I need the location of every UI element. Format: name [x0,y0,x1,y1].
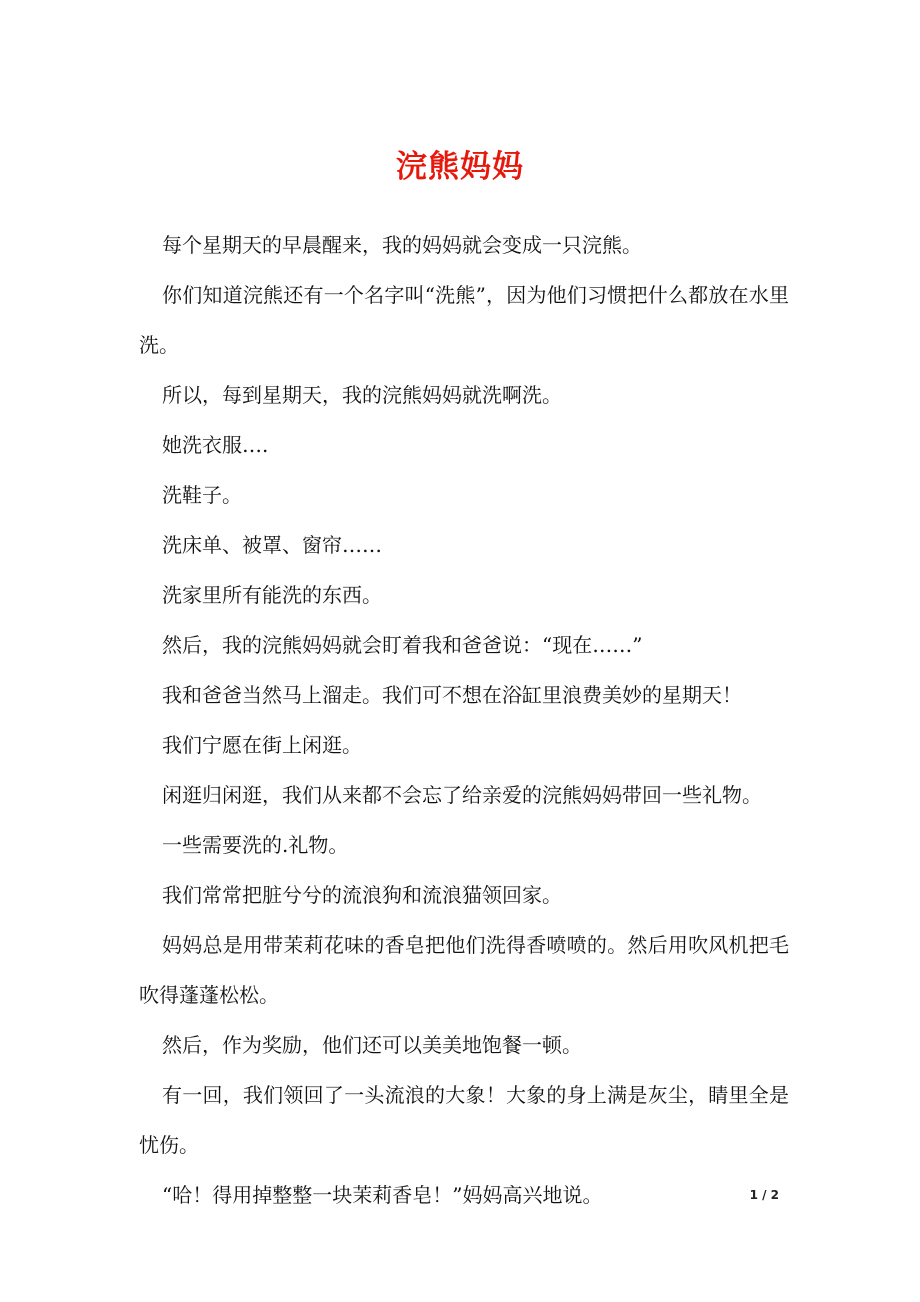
paragraph: 妈妈总是用带茉莉花味的香皂把他们洗得香喷喷的。然后用吹风机把毛吹得蓬蓬松松。 [139,933,789,1007]
page-number: 1 / 2 [749,1188,779,1202]
paragraph: 我们常常把脏兮兮的流浪狗和流浪猫领回家。 [162,883,562,907]
paragraph: “哈！得用掉整整一块茉莉香皂！”妈妈高兴地说。 [162,1183,603,1207]
paragraph: 闲逛归闲逛，我们从来都不会忘了给亲爱的浣熊妈妈带回一些礼物。 [162,783,762,807]
paragraph: 有一回，我们领回了一头流浪的大象！大象的身上满是灰尘，睛里全是忧伤。 [139,1083,789,1157]
paragraph: 我和爸爸当然马上溜走。我们可不想在浴缸里浪费美妙的星期天！ [162,683,742,707]
paragraph: 我们宁愿在街上闲逛。 [162,733,362,757]
paragraph: 洗床单、被罩、窗帘…… [162,533,382,557]
paragraph: 每个星期天的早晨醒来，我的妈妈就会变成一只浣熊。 [162,233,642,257]
paragraph: 所以，每到星期天，我的浣熊妈妈就洗啊洗。 [162,383,562,407]
paragraph: 洗鞋子。 [162,483,242,507]
paragraph: 一些需要洗的.礼物。 [162,833,349,857]
document-title: 浣熊妈妈 [396,149,524,185]
document-body [139,220,789,1220]
paragraph: 她洗衣服…. [162,433,269,457]
paragraph: 洗家里所有能洗的东西。 [162,583,382,607]
paragraph: 然后，作为奖励，他们还可以美美地饱餐一顿。 [162,1033,582,1057]
paragraph: 你们知道浣熊还有一个名字叫“洗熊”，因为他们习惯把什么都放在水里洗。 [139,283,789,357]
paragraph: 然后，我的浣熊妈妈就会盯着我和爸爸说：“现在……” [162,633,643,657]
